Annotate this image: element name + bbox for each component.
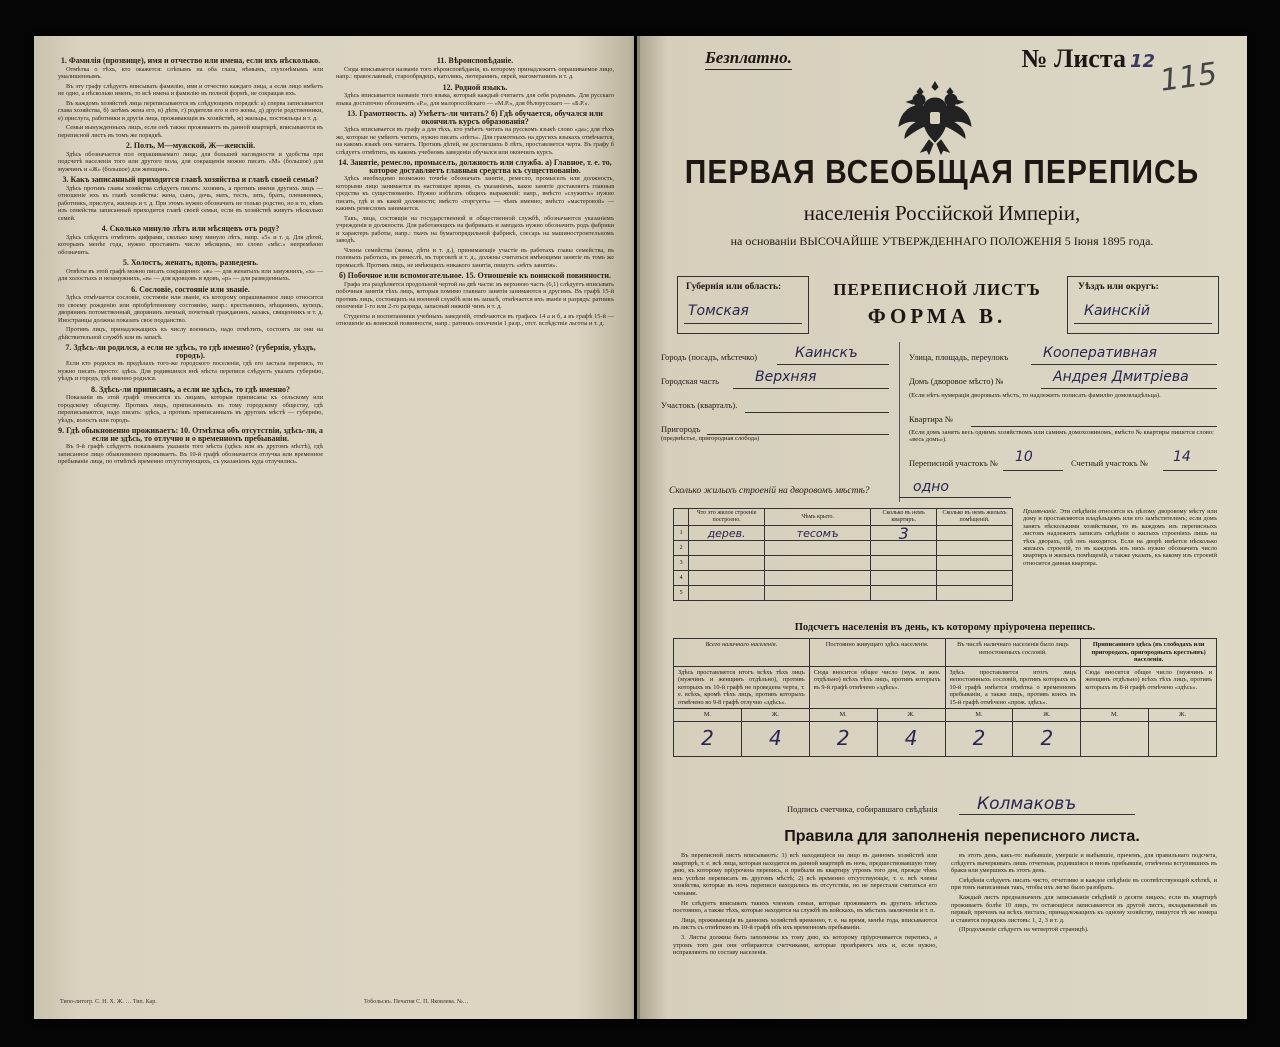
bt-cell-apts [871, 556, 937, 571]
buildings-table-row [674, 541, 1013, 556]
form-title: ПЕРЕПИСНОЙ ЛИСТЪ [833, 280, 1041, 299]
section-paragraph: Въ 9-й графѣ слѣдуетъ показывать указанія того мѣста (здѣсь или въ другомъ мѣстѣ), гдѣ записанное лицо обыкновенно проживаетъ. Въ 10-й графѣ обозначается отлучка или временное пребываніе лица, по отмѣткѣ временно отсутствующихъ, съ указаніемъ куда отлучились. [58, 443, 323, 465]
section-heading: 13. Грамотность. а) Умѣетъ-ли читать? б) Гдѣ обучается, обучался или окончилъ курсъ образованія? [347, 109, 603, 126]
bt-cell-rooms [937, 586, 1013, 601]
ct-th-present: Всего наличнаго населенія. [674, 639, 810, 667]
city-value: Каинскъ [795, 345, 858, 361]
section-heading: 6. Сословіе, состояніе или званіе. [131, 284, 250, 294]
counter-value: 14 [1173, 449, 1191, 465]
gubernia-value: Томская [688, 303, 749, 319]
rules-paragraph: Лица, проживающія въ данномъ хозяйствѣ временно, т. е. на время, менѣе года, вписываются въ листъ съ отмѣткою въ 10-й графѣ объ ихъ временномъ пребываніи. [673, 916, 937, 932]
ct-th-nonpermanent: Въ числѣ наличнаго населенія было лицъ непостоянныхъ сословій. [945, 639, 1081, 667]
buildings-value: одно [913, 479, 949, 495]
section-paragraph: Здѣсь необходимо возможно точнѣе обозначать занятіе, ремесло, промыселъ или должность, которыми лицо занимается въ настоящее время, съ указаніемъ, какое занятіе доставляетъ главныя средства къ существованію. Нужно избѣгать общихъ выраженій: напр., вмѣсто «служитъ» нужно писать, гдѣ и въ какой должности; вмѣсто «торгуетъ» — чѣмъ именно; вмѣсто «мастеровой» — какимъ ремесломъ занимается. [336, 175, 614, 212]
buildings-table [673, 508, 1013, 601]
section-paragraph: Семьи вынужденныхъ лицъ, если онѣ также проживаютъ въ данной квартирѣ, вписываются въ переписной листъ въ томъ же порядкѣ. [58, 124, 323, 139]
city-line [777, 364, 889, 365]
uezd-value: Каинскій [1084, 303, 1150, 319]
bt-th-rooms: Сколько въ немъ жилыхъ помѣщеній. [937, 509, 1013, 526]
apt-note: (Если домъ занятъ весь однимъ хозяйствомъ или самимъ домохозяиномъ, вмѣсто № квартиры пишется слово: «весь домъ»). [909, 429, 1214, 443]
ct-mf-cell: М. [809, 709, 877, 722]
bt-cell-material [689, 556, 765, 571]
ct-mf-cell: М. [945, 709, 1013, 722]
gutter [637, 36, 640, 1019]
instructions-column-1 [58, 54, 323, 983]
uezd-line [1074, 323, 1212, 324]
bt-th-material: Что это жилое строеніе построено. [689, 509, 765, 526]
bt-cell-apts [871, 541, 937, 556]
quarter-label: Участокъ (кварталъ). [661, 400, 738, 410]
section-heading: б) Побочное или вспомогательное. 15. Отношеніе къ воинской повинности. [338, 271, 612, 280]
bt-cell-rooms [937, 571, 1013, 586]
bt-cell-roof [765, 556, 871, 571]
section-heading: 1. Фамилія (прозвище), имя и отчество или имена, если ихъ нѣсколько. [60, 56, 321, 65]
free-label: Безплатно. [705, 48, 792, 70]
buildings-table-row [674, 556, 1013, 571]
section-heading: 11. Вѣроисповѣданіе. [436, 56, 514, 65]
gubernia-box [677, 276, 809, 334]
ct-value-cell: 4 [877, 721, 945, 756]
section-paragraph: Если кто родился въ предѣлахъ того-же городского поселенія, гдѣ его застала перепись, то нужно писать просто: здѣсь. Для родившихся внѣ мѣста переписи слѣдуетъ указать губернію, уѣздъ и городъ, гдѣ именно родился. [58, 360, 323, 382]
section-paragraph: Здѣсь обозначается пол опрашиваемаго лица; для большей наглядности и удобства при подсчетѣ населенія того или другого пола, для сокращенія можно писать «М» (большое) для мужчинъ и «Ж» (большое) для женщинъ. [58, 150, 323, 173]
bt-cell-roof [765, 586, 871, 601]
section-heading: 9. Гдѣ обыкновенно проживаетъ: 10. Отмѣтка объ отсутствіи, здѣсь-ли, а если не здѣсь, то отлучно и о временномъ пребываніи. [58, 426, 323, 443]
buildings-table-row [674, 586, 1013, 601]
ct-value-cell: 2 [945, 721, 1013, 756]
ct-mf-cell: М. [1081, 709, 1149, 722]
suburb-note: (предмѣстье, пригородная слобода) [661, 435, 760, 442]
sheet-number-value: 12 [1129, 51, 1155, 72]
rules-paragraph: (Продолженіе слѣдуетъ на четвертой страницѣ). [959, 926, 1089, 934]
section-heading: 14. Занятіе, ремесло, промыселъ, должность или служба. а) Главное, т. е. то, которое доставляетъ главныя средства къ существованію. [338, 158, 612, 175]
section-paragraph: Отмѣтка о тѣхъ, кто окажется: слѣпымъ на оба глаза, нѣмымъ, глухонѣмымъ или умалишеннымъ. [58, 65, 323, 80]
left-footer-1: Типо-литогр. С. Н. Х. Ж. … Тип. Кар. [60, 999, 157, 1005]
bt-th-apts: Сколько въ немъ квартиръ. [871, 509, 937, 526]
bt-cell-num: 5 [674, 586, 689, 601]
section-heading: 2. Полъ, М—мужской, Ж—женскій. [125, 141, 256, 150]
section-heading: 4. Сколько минуло лѣтъ или мѣсяцевъ отъ роду? [101, 224, 280, 233]
sheet-number-label: № Листа [1021, 44, 1126, 73]
bt-th-roof: Чѣмъ крыто. [765, 509, 871, 526]
ct-th-resident: Постоянно живущаго здѣсь населенія. [809, 639, 945, 667]
section-paragraph: Здѣсь слѣдуетъ отмѣтить цифрами, сколько кому минуло лѣтъ, напр. «5» и т. д. Для дѣтей, которымъ менѣе года, нужно проставить число мѣсяцевъ, но слово «мѣс.» непремѣнно обозначить. [58, 233, 323, 256]
address-divider [899, 342, 901, 502]
bt-cell-material: дерев. [689, 526, 765, 541]
rules-paragraph: Въ переписной листъ вписываютъ: 1) всѣ находящіеся на лицо въ данномъ хозяйствѣ или квартирѣ, т. е. всѣ лица, которыя находятся въ данной квартирѣ въ ночь, предшествовавшую тому дню, къ которому пріурочена перепись, и прибыли въ квартиру утромъ того дня, прежде чѣмъ ихъ успѣли переписать въ другомъ мѣстѣ; 2) всѣ временно отсутствующіе, т. е. всѣ члены хозяйства, которые въ ночь переписи находились въ отсутствіи, но не перестали считаться его членами. [673, 852, 937, 897]
ct-value-cell [1149, 721, 1217, 756]
bt-cell-rooms [937, 556, 1013, 571]
count-title: Подсчетъ населенія въ день, къ которому пріурочена перепись. [794, 622, 1096, 633]
section-heading: 12. Родной языкъ. [442, 82, 508, 92]
sheet-number [1021, 44, 1155, 74]
ct-value-cell [1081, 721, 1149, 756]
ct-mf-cell: Ж. [1149, 709, 1217, 722]
district-line [1003, 470, 1063, 471]
corner-page-number: 115 [1157, 56, 1220, 99]
section-paragraph: Въ каждомъ хозяйствѣ лица переписываются въ слѣдующемъ порядкѣ: а) сперва записывается глава хозяйства, б) затѣмъ жена его, в) дѣти, г) родители его и его жены, д) другіе родственники, е) прислуга, работники и другія лица, проживающія въ хозяйствѣ, ж) жильцы, постояльцы и т. д. [58, 99, 323, 122]
uezd-label: Уѣздъ или округъ: [1078, 282, 1159, 292]
section-heading: 3. Какъ записанный приходится главѣ хозяйства и главѣ своей семьи? [62, 175, 319, 184]
note-title: Примѣчаніе. [1023, 508, 1058, 515]
rules-paragraph: Не слѣдуетъ вписывать такихъ членовъ семьи, которые проживаютъ въ другихъ мѣстахъ постоянно, а также тѣхъ, которые находятся на службѣ въ войскахъ, въ мѣстахъ заключенія и т. п. [673, 899, 937, 915]
bt-th-num [674, 509, 689, 526]
section-paragraph: Здѣсь вписывается въ графу а для тѣхъ, кто умѣетъ читать на русскомъ языкѣ слово «да»; для тѣхъ же, которые не умѣютъ читать, нужно писать «нѣтъ». Для грамотныхъ на другихъ языкахъ отмѣчается, на какомъ языкѣ онъ читаетъ. Противъ дѣтей, не достигшихъ 8 лѣтъ, проставляется черта. Въ графу б слѣдуетъ отмѣтить, въ какомъ учебномъ заведеніи обучался или окончилъ курсъ. [336, 126, 614, 156]
ct-mf-cell: М. [674, 709, 742, 722]
buildings-question: Сколько жилыхъ строеній на дворовомъ мѣстѣ? [669, 486, 870, 496]
suburb-line [707, 434, 889, 435]
section-paragraph: Сюда вписывается названіе того вѣроисповѣданія, къ которому принадлежитъ опрашиваемое лицо, напр.: православный, старообрядецъ, католикъ, лютеранинъ, еврей, магометанинъ и т. д. [336, 65, 614, 80]
gubernia-line [684, 323, 802, 324]
bt-cell-roof: тесомъ [765, 526, 871, 541]
district-label: Переписной участокъ № [909, 458, 998, 468]
ct-text-present: Здѣсь проставляется итогъ всѣхъ тѣхъ лицъ (мужчинъ и женщинъ отдѣльно), противъ которыхъ въ 10-й графѣ не проведена черта, т. е. всѣхъ, кромѣ тѣхъ лицъ, противъ которыхъ отмѣчено во 9-8 графѣ отлучно «здѣсь». [674, 666, 810, 709]
uezd-box [1067, 276, 1219, 334]
house-line [1041, 388, 1217, 389]
ct-text-row [674, 666, 1217, 709]
section-paragraph: Здѣсь отмѣчается сословіе, состояніе или званіе, къ которому опрашиваемое лицо относится по своему рожденію или пріобрѣтенному состоянію, напр.: крестьянинъ, мѣщанинъ, купецъ, дворянинъ потомственный, дворянинъ личный, почетный гражданинъ, казакъ, священникъ и т. д. Иностранцы должны показать свое подданство. [58, 294, 323, 324]
rules-column-right [951, 852, 1217, 936]
section-paragraph: Противъ лицъ, принадлежащихъ къ числу военныхъ, надо отмѣтить, состоятъ ли они на дѣйствительной службѣ или въ запасѣ. [58, 326, 323, 341]
part-value: Верхняя [755, 369, 817, 385]
section-paragraph: Здѣсь вписывается названіе того языка, который каждый считаетъ для себя роднымъ. Для русскаго языка достаточно обозначить «Р.», для малороссійскаго — «М.Р.», для бѣлорусскаго — «Б.Р.». [336, 92, 614, 107]
counter-line [1163, 470, 1217, 471]
bt-cell-rooms [937, 541, 1013, 556]
counter-label: Счетный участокъ № [1071, 458, 1148, 468]
ct-text-nonpermanent: Здѣсь проставляется итогъ лицъ непостоянныхъ сословій, противъ которыхъ въ 10-й графѣ имѣется отмѣтка о временномъ пребываніи, а также лицъ, противъ коихъ въ 15-й графѣ отмѣчено «прож. здѣсь». [945, 666, 1081, 709]
signature-value: Колмаковъ [977, 794, 1077, 814]
ct-mf-cell: Ж. [741, 709, 809, 722]
instructions-column-2 [336, 54, 614, 983]
bt-cell-roof [765, 541, 871, 556]
bt-cell-material [689, 541, 765, 556]
bt-cell-apts [871, 571, 937, 586]
ct-mf-cell: Ж. [877, 709, 945, 722]
ct-value-cell: 2 [674, 721, 742, 756]
ct-mf-cell: Ж. [1013, 709, 1081, 722]
bt-cell-apts [871, 586, 937, 601]
note-text: Эти свѣдѣнія относятся къ цѣлому дворовому мѣсту или дому и проставляются владѣльцемъ или его замѣстителемъ; если домъ занятъ нѣсколькими хозяйствами, то въ каждомъ изъ переписныхъ листовъ надлежитъ записать свѣдѣнія о жилыхъ строеніяхъ лишь на тѣхъ дворахъ, гдѣ онъ находится. Если на дворѣ имѣется нѣсколько жилыхъ строеній, то въ каждомъ изъ нихъ нужно обозначить число квартиръ и жилыхъ помѣщеній, а также указать, къ какому изъ строеній относится данная квартира. [1023, 508, 1217, 567]
section-paragraph: Такъ, лица, состоящія на государственной и общественной службѣ, обозначаются указаніемъ учрежденія и должности. Для работающихъ на фабрикахъ и заводахъ нужно обозначить родъ фабрики и характеръ работы, напр.: ткачъ на бумагопрядильной фабрикѣ, слесарь на машиностроительномъ заводѣ. [336, 214, 614, 244]
bt-cell-roof [765, 571, 871, 586]
apt-line [971, 426, 1217, 427]
city-label: Городъ (посадъ, мѣстечко) [661, 352, 758, 362]
section-paragraph: Графа эта раздѣляется продольной чертой на двѣ части: въ верхнюю часть (6,1) слѣдуетъ вписывать побочныя занятія тѣхъ лицъ, которыя помимо главнаго занятія занимаются и другимъ. Въ графѣ 15-й противъ лицъ, состоящихъ на военной службѣ или въ запасѣ, отмѣчается ихъ званіе и разрядъ: ратникъ ополченія 1-го или 2-го разряда, запасный нижній чинъ и т. д. [336, 280, 614, 310]
house-value: Андрея Дмитріева [1053, 369, 1189, 385]
quarter-line [745, 412, 889, 413]
street-line [1031, 364, 1217, 365]
suburb-label: Пригородъ [661, 424, 701, 434]
section-paragraph: Студенты и воспитанники учебныхъ заведеній, отмѣчаются въ графахъ 14 а и б, а въ графѣ 15-й — отношеніе къ воинской повинности, напр.: ратникъ ополченія 1 разр., отст. вслѣдствіе льготы и т. д. [336, 312, 614, 327]
street-label: Улица, площадь, переулокъ [909, 352, 1009, 362]
bt-cell-num: 1 [674, 526, 689, 541]
rules-paragraph: 3. Листы должны быть заполнены къ тому дню, къ которому пріурочивается перепись, а утромъ того дня они отбираются счетчиками, которые провѣряютъ ихъ и, если нужно, исправляютъ по составу населенія. [673, 933, 937, 957]
bt-cell-material [689, 571, 765, 586]
bt-cell-num: 4 [674, 571, 689, 586]
left-page [34, 36, 634, 1019]
buildings-table-header [674, 509, 1013, 526]
ct-th-registered: Приписанного здѣсь (въ слободахъ или пригородахъ, пригородныхъ крестьянъ) населенія. [1081, 639, 1217, 667]
bt-cell-rooms [937, 526, 1013, 541]
section-paragraph: Члены семейства (жены, дѣти и т. д.), принимающіе участіе въ работахъ главы семейства, въ полевыхъ работахъ, въ ремеслѣ, въ торговлѣ и т. д., должны считаться имѣющими занятіе въ томъ же промыслѣ. Противъ лицъ, не имѣющихъ никакого занятія, пишутъ «нѣтъ занятія». [336, 246, 614, 269]
double-headed-eagle-icon [895, 78, 975, 156]
right-page [637, 36, 1247, 1019]
bt-cell-num: 2 [674, 541, 689, 556]
bt-cell-apts: 3 [871, 526, 937, 541]
ct-text-registered: Сюда вносится общее число (мужчинъ и женщинъ отдѣльно) всѣхъ тѣхъ лицъ, противъ которыхъ въ 8-й графѣ отмѣчено «здѣсь». [1081, 666, 1217, 709]
ct-value-cell: 2 [809, 721, 877, 756]
section-heading: 8. Здѣсь-ли приписанъ, а если не здѣсь, то гдѣ именно? [90, 384, 291, 394]
population-table [673, 638, 1217, 757]
buildings-note [1023, 508, 1217, 567]
gubernia-label: Губернія или область: [686, 282, 782, 292]
rules-column-left [673, 852, 937, 959]
district-value: 10 [1015, 449, 1033, 465]
section-paragraph: Отвѣты въ этой графѣ можно писать сокращенно: «ж» — для женатыхъ или замужнихъ, «х» — для холостыхъ и незамужнихъ, «в» — для вдовцовъ и вдовъ, «р» — для разведенныхъ. [58, 267, 323, 282]
ct-value-cell: 4 [741, 721, 809, 756]
form-b: ФОРМА В. [867, 304, 1007, 328]
legal-basis: на основаніи ВЫСОЧАЙШЕ УТВЕРЖДЕННАГО ПОЛОЖЕНІЯ 5 Іюня 1895 года. [730, 234, 1154, 248]
apt-label: Квартира № [909, 414, 954, 424]
section-paragraph: Здѣсь противъ главы хозяйства слѣдуетъ писать: хозяинъ, а противъ имени другихъ лицъ — отношеніе ихъ къ главѣ хозяйства: жена, сынъ, дочь, мать, тесть, зять, братъ, племянникъ, работникъ, прислуга, жилецъ и т. д. При этомъ нужно обозначить не только родство, но и то, кѣмъ изъ семейства записанный приходится главѣ своей семьи, если въ хозяйствѣ живутъ нѣсколько семей. [58, 184, 323, 222]
signature-label: Подпись счетчика, собиравшаго свѣдѣнія [787, 804, 938, 814]
part-line [733, 388, 889, 389]
street-value: Кооперативная [1043, 345, 1157, 361]
section-heading: 7. Здѣсь-ли родился, а если не здѣсь, то гдѣ именно? (губернія, уѣздъ, городъ). [65, 343, 316, 360]
section-paragraph: Въ эту графу слѣдуетъ вписывать фамилію, имя и отчество каждаго лица, а если лицо имѣетъ не одно, а нѣсколько именъ, то всѣ имена и фамилію въ полной формѣ, не сокращая ихъ. [58, 82, 323, 97]
part-label: Городская часть [661, 376, 719, 386]
ct-text-resident: Сюда вносится общее число (муж. и жен. отдѣльно) всѣхъ тѣхъ лицъ, противъ которыхъ въ 9-й графѣ отмѣчено «здѣсь». [809, 666, 945, 709]
signature-line [959, 814, 1135, 815]
rules-paragraph: Свѣдѣнія слѣдуетъ писать чисто, отчетливо и каждое свѣдѣніе въ соотвѣтствующей клѣткѣ, и при томъ написанныя такъ, чтобы ихъ легко было разобрать. [951, 876, 1217, 892]
ct-mf-row [674, 709, 1217, 722]
section-heading: 5. Холостъ, женатъ, вдовъ, разведенъ. [122, 258, 259, 267]
document-subtitle: населенія Россійской Имперіи, [803, 201, 1081, 225]
ct-values-row [674, 721, 1217, 756]
rules-paragraph: въ этотъ день, какъ-то: выбывшіе, умершіе и выбывшіе, причемъ, для правильнаго подсчета, слѣдуетъ вычеркивать лишь отчетныя, родившіяся и вновь прибывшія, отмѣчены вступившихъ въ браки или умершихъ въ этотъ день. [951, 852, 1217, 875]
bt-cell-material [689, 586, 765, 601]
rules-title: Правила для заполненія переписного листа. [784, 828, 1140, 845]
ct-header-row [674, 639, 1217, 667]
rules-paragraph: Каждый листъ предназначенъ для записыванія свѣдѣній о десяти лицахъ; если въ квартирѣ проживаетъ болѣе 10 лицъ, то остающіеся записываются въ другой листъ, вкладываемый въ первый, причемъ на всѣхъ листахъ, принадлежащихъ къ одному хозяйству, пишутся тѣ же номера и ставится порядокъ листовъ: 1, 2, 3 и т. д. [951, 893, 1217, 924]
buildings-line [899, 497, 1011, 498]
bt-cell-num: 3 [674, 556, 689, 571]
buildings-table-row [674, 571, 1013, 586]
left-footer-2: Тобольскъ. Печатня С. П. Яковлева. №… [364, 999, 469, 1005]
ct-value-cell: 2 [1013, 721, 1081, 756]
document-title: ПЕРВАЯ ВСЕОБЩАЯ ПЕРЕПИСЬ [684, 154, 1200, 191]
buildings-table-row [674, 526, 1013, 541]
house-note: (Если нѣтъ нумерація дворовыхъ мѣстъ, то надлежитъ пописать фамилію домовладѣльца). [909, 392, 1161, 399]
section-paragraph: Показанія въ этой графѣ относятся къ лицамъ, которыя приписаны къ сельскому или городскому обществу. Противъ лицъ, приписанныхъ къ тому городскому обществу, гдѣ переписываются, надо писать: здѣсь, а противъ приписанныхъ въ другомъ мѣстѣ — губернію, уѣздъ, волость или городъ. [58, 394, 323, 424]
house-label: Домъ (дворовое мѣсто) № [909, 376, 1004, 386]
